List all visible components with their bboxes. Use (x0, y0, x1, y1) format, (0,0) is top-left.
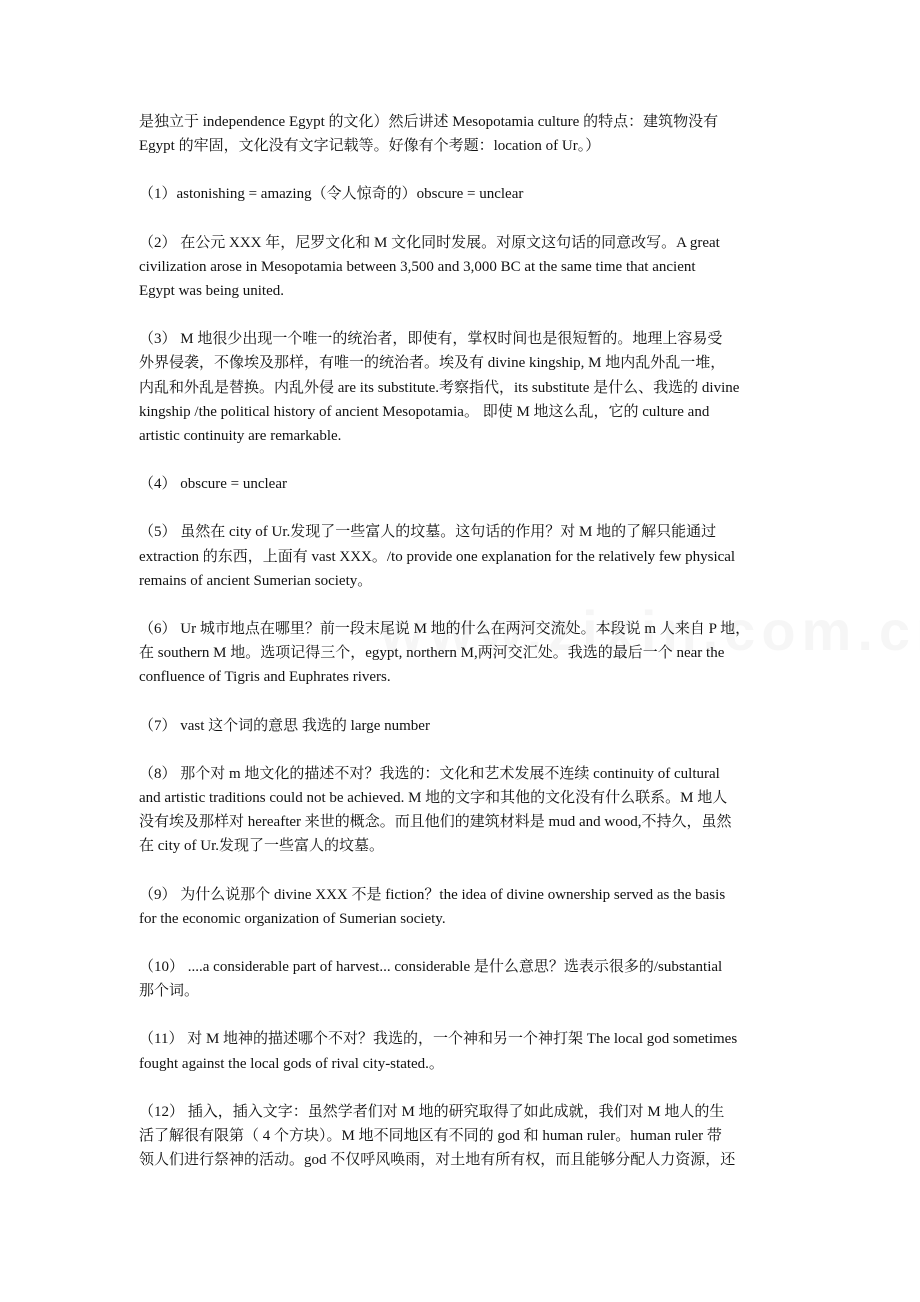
text-line: （4） obscure = unclear (139, 476, 287, 493)
document-body (139, 110, 787, 1197)
text-line: 领人们进行祭神的活动。god 不仅呼风唤雨，对土地有所有权，而且能够分配人力资源，还 (139, 1152, 736, 1169)
text-line: （9） 为什么说那个 divine XXX 不是 fiction？the idea of divine ownership served as the basis (139, 886, 726, 903)
text-line: （7） vast 这个词的意思 我选的 large number (139, 717, 430, 734)
text-line: kingship /the political history of ancient Mesopotamia。 即使 M 地这么乱，它的 culture and (139, 403, 710, 420)
text-line: （6） Ur 城市地点在哪里？前一段末尾说 M 地的什么在两河交流处。本段说 m 人来自 P 地， (139, 621, 751, 638)
paragraph (139, 955, 787, 1003)
paragraph (139, 714, 787, 738)
text-line: confluence of Tigris and Euphrates rivers. (139, 669, 391, 686)
text-line: （11） 对 M 地神的描述哪个不对？我选的，一个神和另一个神打架 The local god sometimes (139, 1031, 738, 1048)
text-line: （1）astonishing = amazing（令人惊奇的）obscure = unclear (139, 186, 524, 203)
paragraph (139, 1100, 787, 1173)
paragraph (139, 472, 787, 496)
text-line: for the economic organization of Sumerian society. (139, 910, 446, 927)
paragraph (139, 762, 787, 859)
text-line: （10） ....a considerable part of harvest... considerable 是什么意思？选表示很多的/substantial (139, 959, 723, 976)
text-line: 外界侵袭，不像埃及那样，有唯一的统治者。埃及有 divine kingship, M 地内乱外乱一堆， (139, 355, 726, 372)
text-line: （5） 虽然在 city of Ur.发现了一些富人的坟墓。这句话的作用？对 M 地的了解只能通过 (139, 524, 717, 541)
text-line: 内乱和外乱是替换。内乱外侵 are its substitute.考察指代，its substitute 是什么、我选的 divine (139, 379, 740, 396)
paragraph (139, 1027, 787, 1075)
text-line: and artistic traditions could not be achieved. M 地的文字和其他的文化没有什么联系。M 地人 (139, 790, 728, 807)
paragraph (139, 520, 787, 593)
paragraph (139, 182, 787, 206)
text-line: （2） 在公元 XXX 年，尼罗文化和 M 文化同时发展。对原文这句话的同意改写。A great (139, 234, 720, 251)
text-line: （12） 插入，插入文字：虽然学者们对 M 地的研究取得了如此成就，我们对 M 地人的生 (139, 1103, 725, 1120)
paragraph (139, 231, 787, 304)
text-line: remains of ancient Sumerian society。 (139, 572, 373, 589)
text-line: 是独立于 independence Egypt 的文化）然后讲述 Mesopotamia culture 的特点：建筑物没有 (139, 114, 719, 130)
text-line: civilization arose in Mesopotamia between 3,500 and 3,000 BC at the same time that ancient (139, 258, 696, 275)
paragraph (139, 617, 787, 690)
paragraph (139, 883, 787, 931)
text-line: 活了解很有限第（ 4 个方块）。M 地不同地区有不同的 god 和 human ruler。human ruler 带 (139, 1128, 722, 1145)
text-line: 没有埃及那样对 hereafter 来世的概念。而且他们的建筑材料是 mud and wood,不持久，虽然 (139, 814, 732, 831)
text-line: （8） 那个对 m 地文化的描述不对？我选的：文化和艺术发展不连续 continuity of cultural (139, 765, 720, 782)
text-line: Egypt was being united. (139, 283, 284, 300)
text-line: （3） M 地很少出现一个唯一的统治者，即使有，掌权时间也是很短暂的。地理上容易受 (139, 331, 723, 348)
text-line: 那个词。 (139, 983, 200, 1000)
text-line: Egypt 的牢固，文化没有文字记载等。好像有个考题：location of Ur。） (139, 138, 601, 155)
paragraph (139, 327, 787, 448)
paragraph (139, 110, 787, 158)
text-line: 在 southern M 地。选项记得三个，egypt, northern M,两河交汇处。我选的最后一个 near the (139, 645, 725, 662)
text-line: 在 city of Ur.发现了一些富人的坟墓。 (139, 838, 384, 855)
text-line: artistic continuity are remarkable. (139, 428, 342, 445)
text-line: extraction 的东西，上面有 vast XXX。/to provide one explanation for the relatively few physical (139, 548, 736, 565)
text-line: fought against the local gods of rival city-stated.。 (139, 1055, 444, 1072)
